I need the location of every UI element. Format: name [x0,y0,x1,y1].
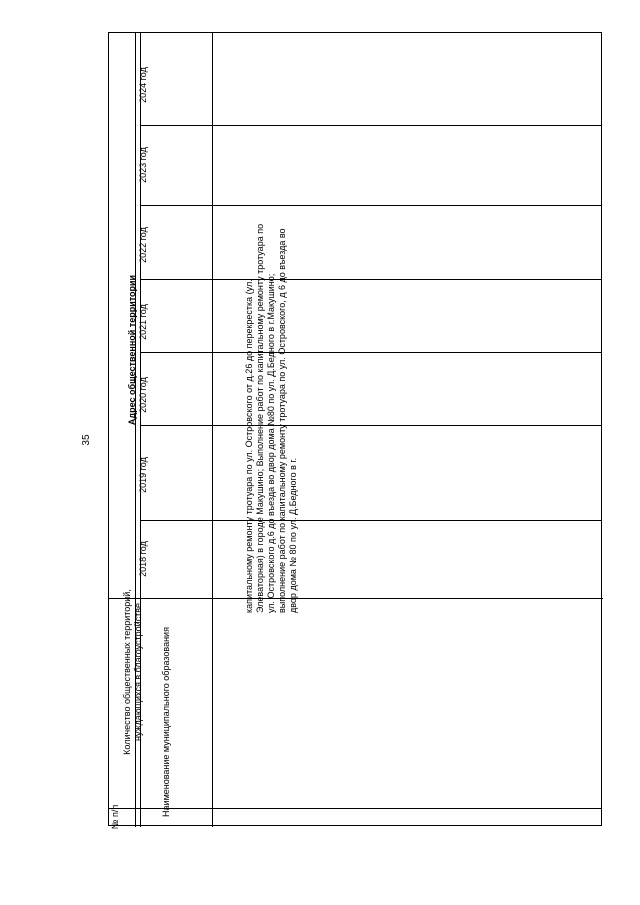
year-2019: 2019 год [138,457,148,493]
header-num: № п/п [110,804,120,830]
year-2022: 2022 год [138,227,148,263]
page-number: 35 [81,434,92,446]
divider [140,352,212,353]
header-count: Количество общественных территорий, нуждающихся в благоустройстве [122,589,143,755]
divider [140,520,212,521]
cell-2019-description: капитальному ремонту тротуара по ул. Островского от д.26 до перекрестка (ул. Элеваторная) в городе Макушино; Выполнение работ по капитальному ремонту тротуара по ул. Островского д.6 до въезда во двор дома №80 по ул. Д.Бедного в г.Макушино; выполнение работ по капитальному ремонту тротуара по ул. Островского, д 6 до въезда во двор дома № 80 по ул. Д.Бедного в г. [244,223,298,613]
divider [109,598,603,599]
divider [212,808,602,809]
year-2023: 2023 год [138,147,148,183]
divider [140,125,212,126]
divider [212,205,602,206]
divider [212,125,602,126]
year-2021: 2021 год [138,304,148,340]
divider [140,279,212,280]
year-2018: 2018 год [138,541,148,577]
divider [140,425,212,426]
header-address-group: Адрес общественной территории [127,274,137,426]
header-name: Наименование муниципального образования [161,627,171,817]
year-2020: 2020 год [138,377,148,413]
table [108,32,602,830]
divider [212,33,213,827]
year-2024: 2024 год [138,67,148,103]
divider [140,205,212,206]
